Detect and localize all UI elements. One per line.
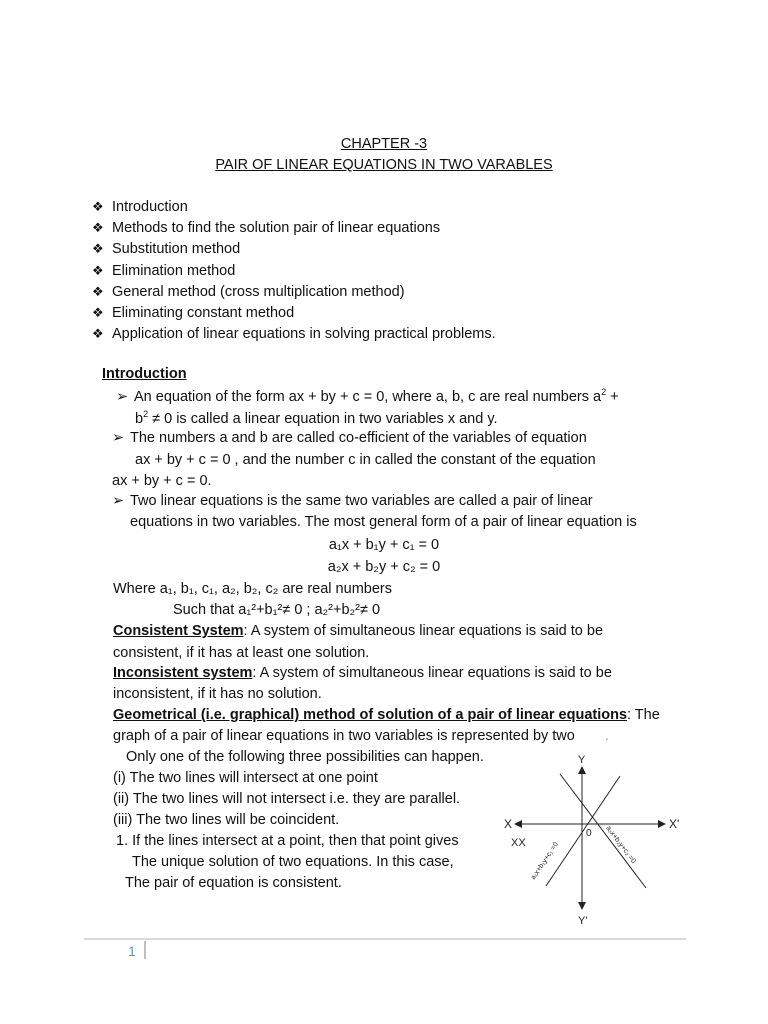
line-2-label: a₂x+b₂y+c₂ =0: [604, 824, 637, 865]
list-item: ❖ General method (cross multiplication method): [92, 281, 496, 302]
consistent-line2: consistent, if it has at least one solution.: [113, 645, 370, 661]
list-item: ❖ Application of linear equations in solving practical problems.: [92, 323, 496, 344]
origin-label: 0: [586, 828, 592, 839]
footer-divider: [84, 938, 686, 940]
consistent-definition: Consistent System: A system of simultaneous linear equations is said to be: [113, 623, 604, 639]
intro-paragraph-1-line2: $b^2 \ne 0$ is called a linear equation in two variables x and y.: [135, 409, 498, 427]
diamond-bullet-icon: ❖: [92, 199, 104, 214]
chapter-title: PAIR OF LINEAR EQUATIONS IN TWO VARABLES: [215, 157, 553, 173]
geometric-line3: Only one of the following three possibilities can happen.: [126, 749, 484, 765]
line-1-label: a₁x+b₁y+c₁ =0: [529, 841, 560, 882]
inconsistent-line2: inconsistent, if it has no solution.: [113, 686, 322, 702]
x-right-label: X': [669, 817, 680, 831]
geometric-definition: Geometrical (i.e. graphical) method of solution of a pair of linear equations: The: [113, 707, 660, 723]
geometric-line2: graph of a pair of linear equations in two variables is represented by two .: [113, 728, 609, 744]
intro-paragraph-2: ➢ The numbers a and b are called co-efficient of the variables of equation: [112, 430, 587, 446]
geometric-term: Geometrical (i.e. graphical) method of solution of a pair of linear equations: [113, 707, 628, 723]
case-2: (ii) The two lines will not intersect i.e. they are parallel.: [113, 791, 461, 807]
arrow-bullet-icon: ➢: [112, 493, 125, 509]
xx-label: XX: [511, 837, 526, 849]
intro-paragraph-3: ➢ Two linear equations is the same two variables are called a pair of linear: [112, 493, 593, 509]
chapter-label: CHAPTER -3: [340, 136, 428, 152]
equation-1: a₁x + b₁y + c₁ = 0: [328, 537, 440, 553]
intersecting-lines-diagram: [498, 748, 688, 928]
list-item: ❖ Substitution method: [92, 238, 496, 259]
y-bottom-label: Y': [578, 915, 588, 927]
point-1-line3: The pair of equation is consistent.: [125, 875, 342, 891]
inconsistent-term: Inconsistent system: [113, 665, 253, 681]
list-item: ❖ Introduction: [92, 196, 496, 217]
point-1-line2: The unique solution of two equations. In this case,: [132, 854, 454, 870]
arrow-bullet-icon: ➢: [112, 430, 125, 446]
y-top-label: Y: [578, 754, 586, 766]
diamond-bullet-icon: ❖: [92, 262, 104, 278]
case-1: (i) The two lines will intersect at one point: [113, 770, 378, 786]
intro-paragraph-3-line2: equations in two variables. The most general form of a pair of linear equation is: [130, 514, 637, 530]
inconsistent-definition: Inconsistent system: A system of simultaneous linear equations is said to be: [113, 665, 612, 681]
y-axis-arrow-top-icon: [578, 766, 586, 774]
intro-paragraph-2-line2: ax + by + c = 0 , and the number c in called the constant of the equation: [135, 452, 596, 468]
diamond-bullet-icon: ❖: [92, 304, 104, 320]
page-number-separator: [144, 941, 146, 959]
x-left-label: X: [504, 817, 513, 831]
diamond-bullet-icon: ❖: [92, 241, 104, 257]
such-that-line: Such that a₁²+b₁²≠ 0 ; a₂²+b₂²≠ 0: [173, 602, 381, 618]
list-item: ❖ Elimination method: [92, 260, 496, 281]
y-axis-arrow-bottom-icon: [578, 902, 586, 910]
where-line: Where a₁, b₁, c₁, a₂, b₂, c₂ are real numbers: [113, 581, 392, 597]
x-axis-arrow-left-icon: [514, 820, 522, 828]
diamond-bullet-icon: ❖: [92, 283, 104, 299]
diamond-bullet-icon: ❖: [92, 326, 104, 342]
diamond-bullet-icon: ❖: [92, 220, 104, 236]
intro-paragraph-1: ➢ An equation of the form ax + by + c = 0, where a, b, c are real numbers $a^2$ +: [116, 387, 619, 405]
x-axis-arrow-right-icon: [658, 820, 666, 828]
case-3: (iii) The two lines will be coincident.: [113, 812, 340, 828]
intro-paragraph-2-line3: ax + by + c = 0.: [112, 473, 212, 489]
line-2: [560, 774, 646, 888]
page-number: 1: [128, 943, 136, 959]
list-item: ❖ Methods to find the solution pair of linear equations: [92, 217, 496, 238]
consistent-term: Consistent System: [113, 623, 244, 639]
arrow-bullet-icon: ➢: [116, 388, 129, 405]
equation-2: a₂x + b₂y + c₂ = 0: [327, 559, 441, 575]
intro-heading: Introduction: [102, 366, 187, 382]
list-item: ❖ Eliminating constant method: [92, 302, 496, 323]
topic-list: [92, 196, 496, 344]
point-1-line1: 1. If the lines intersect at a point, then that point gives: [116, 833, 459, 849]
